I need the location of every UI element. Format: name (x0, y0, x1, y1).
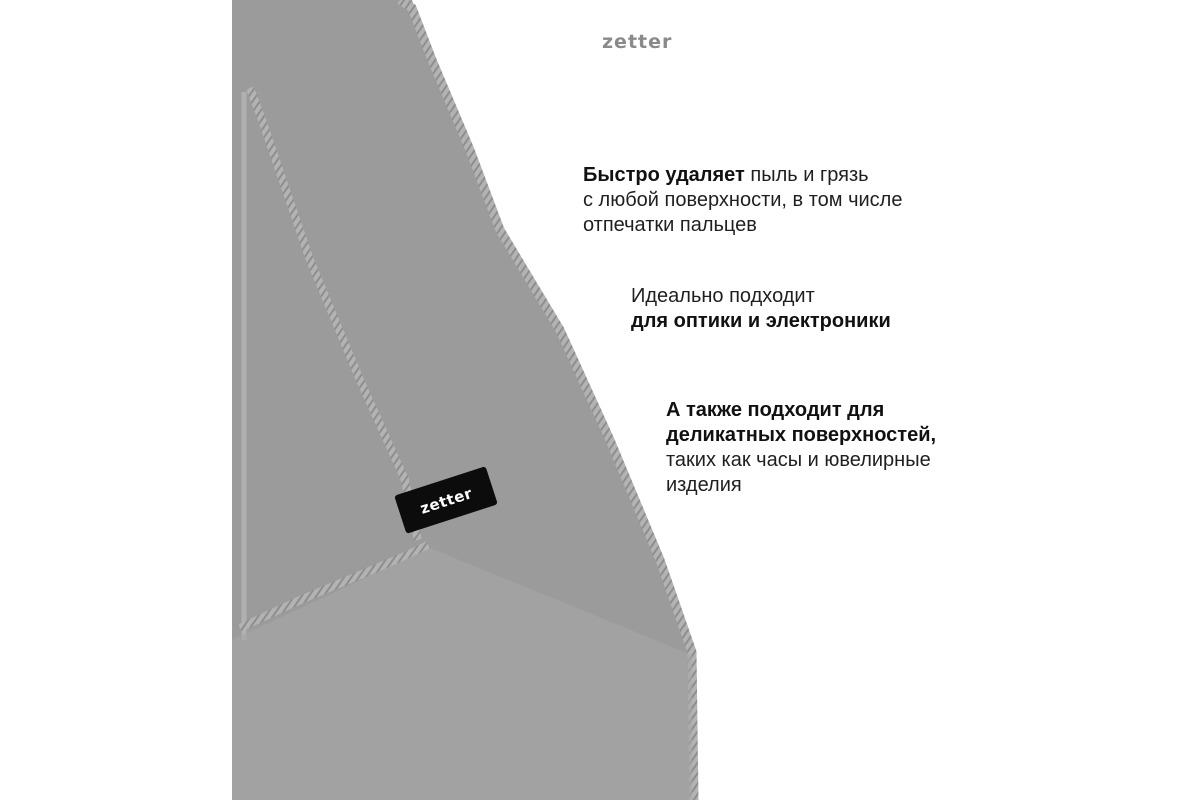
feature-3-line-4: изделия (666, 474, 742, 496)
brand-logo: zetter (602, 31, 673, 53)
feature-3-line-3: таких как часы и ювелирные (666, 449, 931, 471)
feature-text-delicate-surfaces (666, 398, 936, 498)
feature-2-line-1: Идеально подходит (631, 285, 815, 307)
feature-text-optics (631, 284, 891, 334)
feature-1-line-3: отпечатки пальцев (583, 214, 757, 236)
feature-1-line-2: с любой поверхности, в том числе (583, 189, 903, 211)
tag-label: zetter (417, 484, 475, 518)
feature-1-line-1: Быстро удаляет пыль и грязь (583, 164, 869, 186)
feature-2-line-2: для оптики и электроники (631, 310, 891, 332)
feature-3-line-2: деликатных поверхностей, (666, 424, 937, 446)
feature-text-dust-removal (583, 163, 902, 238)
feature-3-line-1: А также подходит для (666, 399, 885, 421)
